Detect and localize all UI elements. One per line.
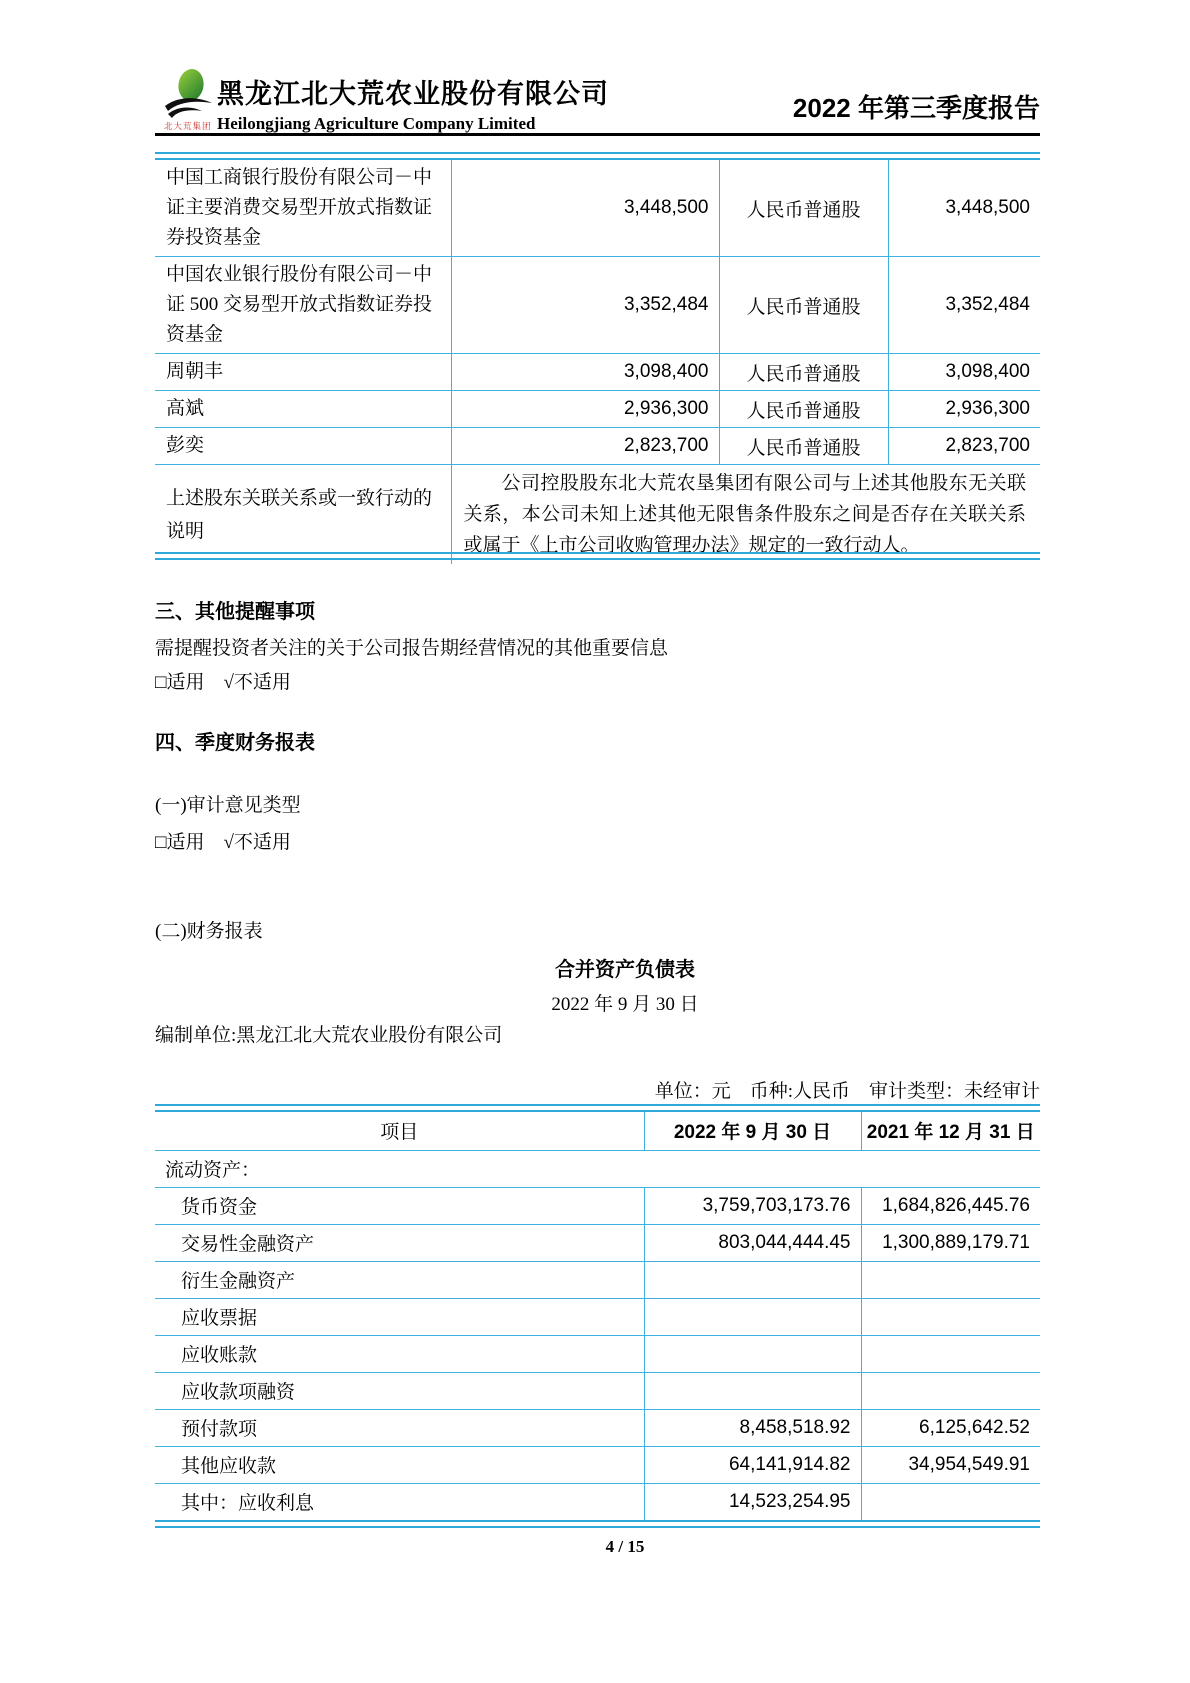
shareholder-row [155,257,1040,354]
share-type: 人民币普通股 [719,354,888,391]
shareholder-name: 彭奕 [155,428,451,465]
balance-sheet-row [155,1224,1040,1261]
share-type: 人民币普通股 [719,428,888,465]
shareholder-table-body [155,160,1040,564]
shareholder-row [155,160,1040,257]
balance-sheet-title: 合并资产负债表 [555,959,695,981]
shareholder-row [155,428,1040,465]
header-divider [155,133,1040,136]
shareholder-name: 中国工商银行股份有限公司－中证主要消费交易型开放式指数证券投资基金 [155,160,451,257]
balance-sheet-row [155,1483,1040,1520]
shareholder-shares: 3,098,400 [451,354,719,391]
balance-sheet-item-label: 应收款项融资 [155,1372,644,1409]
shareholder-shares-unrestricted: 2,936,300 [888,391,1040,428]
shareholder-row [155,354,1040,391]
balance-sheet-value-2022 [644,1261,861,1298]
shareholder-note-label: 上述股东关联关系或一致行动的说明 [155,465,451,565]
balance-sheet-row [155,1298,1040,1335]
balance-sheet-row [155,1446,1040,1483]
shareholder-name: 中国农业银行股份有限公司－中证 500 交易型开放式指数证券投资基金 [155,257,451,354]
balance-sheet-table-body [155,1112,1040,1520]
balance-sheet-row [155,1261,1040,1298]
section4-item2: (二)财务报表 [155,921,263,942]
balance-sheet-value-2022: 3,759,703,173.76 [644,1187,861,1224]
balance-sheet-row [155,1187,1040,1224]
balance-sheet-row [155,1335,1040,1372]
shareholder-name: 周朝丰 [155,354,451,391]
page-separator: / [618,1537,624,1556]
section4-applicability: □适用 √不适用 [155,832,291,853]
section3-heading: 三、其他提醒事项 [155,601,315,623]
share-type: 人民币普通股 [719,160,888,257]
section3-applicability: □适用 √不适用 [155,672,291,693]
page-footer [155,1537,1095,1557]
balance-sheet-value-2021 [861,1483,1040,1520]
balance-sheet-item-label: 交易性金融资产 [155,1224,644,1261]
balance-sheet-prepared-by: 编制单位:黑龙江北大荒农业股份有限公司 [155,1025,503,1046]
balance-sheet-top-border [155,1104,1040,1112]
report-title: 2022 年第三季度报告 [792,93,1040,123]
shareholder-shares-unrestricted: 3,352,484 [888,257,1040,354]
logo-brand-text: 北大荒集团 [164,121,212,131]
balance-sheet-value-2022 [644,1372,861,1409]
company-names [217,72,609,134]
share-type: 人民币普通股 [719,257,888,354]
balance-sheet-bottom-border [155,1520,1040,1528]
balance-sheet-value-2022 [644,1335,861,1372]
balance-sheet-item-label: 货币资金 [155,1187,644,1224]
page-total: 15 [627,1537,645,1556]
column-header-2022: 2022 年 9 月 30 日 [644,1112,861,1150]
balance-sheet-value-2021: 1,684,826,445.76 [861,1187,1040,1224]
balance-sheet-item-label: 衍生金融资产 [155,1261,644,1298]
balance-sheet-value-2021 [861,1261,1040,1298]
share-type: 人民币普通股 [719,391,888,428]
balance-sheet-value-2022: 803,044,444.45 [644,1224,861,1261]
balance-sheet-item-label: 其他应收款 [155,1446,644,1483]
company-name-en: Heilongjiang Agriculture Company Limited [217,114,536,133]
section3-body: 需提醒投资者关注的关于公司报告期经营情况的其他重要信息 [155,638,669,659]
balance-sheet-value-2021 [861,1298,1040,1335]
shareholder-shares: 3,352,484 [451,257,719,354]
balance-sheet-item-label: 其中：应收利息 [155,1483,644,1520]
balance-sheet-date: 2022 年 9 月 30 日 [551,994,699,1015]
balance-sheet-value-2021: 1,300,889,179.71 [861,1224,1040,1261]
balance-sheet-value-2021: 6,125,642.52 [861,1409,1040,1446]
section4-item1: (一)审计意见类型 [155,795,301,816]
shareholder-table [155,160,1040,564]
logo-swoosh-icon [165,98,212,118]
balance-sheet-row [155,1372,1040,1409]
shareholder-shares-unrestricted: 2,823,700 [888,428,1040,465]
balance-sheet-table [155,1112,1040,1520]
page-number: 4 [605,1537,615,1556]
shareholder-name: 高斌 [155,391,451,428]
shareholder-shares-unrestricted: 3,098,400 [888,354,1040,391]
balance-sheet-section-label: 流动资产： [155,1150,1040,1187]
balance-sheet-item-label: 应收票据 [155,1298,644,1335]
column-header-2021: 2021 年 12 月 31 日 [861,1112,1040,1150]
balance-sheet-value-2022: 8,458,518.92 [644,1409,861,1446]
section4-heading: 四、季度财务报表 [155,732,315,754]
shareholder-shares-unrestricted: 3,448,500 [888,160,1040,257]
company-name-cn: 黑龙江北大荒农业股份有限公司 [217,79,609,109]
balance-sheet-row [155,1409,1040,1446]
balance-sheet-value-2021: 34,954,549.91 [861,1446,1040,1483]
company-logo [163,68,215,132]
shareholder-row [155,391,1040,428]
table-continuation-bottom-border [155,552,1040,560]
balance-sheet-value-2022: 14,523,254.95 [644,1483,861,1520]
balance-sheet-value-2021 [861,1372,1040,1409]
shareholder-note-row [155,465,1040,565]
shareholder-shares: 3,448,500 [451,160,719,257]
balance-sheet-row [155,1150,1040,1187]
logo-leaf-icon [176,68,205,103]
column-header-item: 项目 [155,1112,644,1150]
balance-sheet-item-label: 预付款项 [155,1409,644,1446]
balance-sheet-value-2022: 64,141,914.82 [644,1446,861,1483]
balance-sheet-value-2022 [644,1298,861,1335]
balance-sheet-header-row [155,1112,1040,1150]
shareholder-shares: 2,823,700 [451,428,719,465]
balance-sheet-item-label: 应收账款 [155,1335,644,1372]
balance-sheet-unit-line: 单位：元 币种:人民币 审计类型：未经审计 [654,1081,1040,1102]
balance-sheet-value-2021 [861,1335,1040,1372]
table-continuation-top-border [155,152,1040,160]
shareholder-shares: 2,936,300 [451,391,719,428]
shareholder-note-text: 公司控股股东北大荒农垦集团有限公司与上述其他股东无关联关系，本公司未知上述其他无限售条件股东之间是否存在关联关系或属于《上市公司收购管理办法》规定的一致行动人。 [451,465,1040,565]
